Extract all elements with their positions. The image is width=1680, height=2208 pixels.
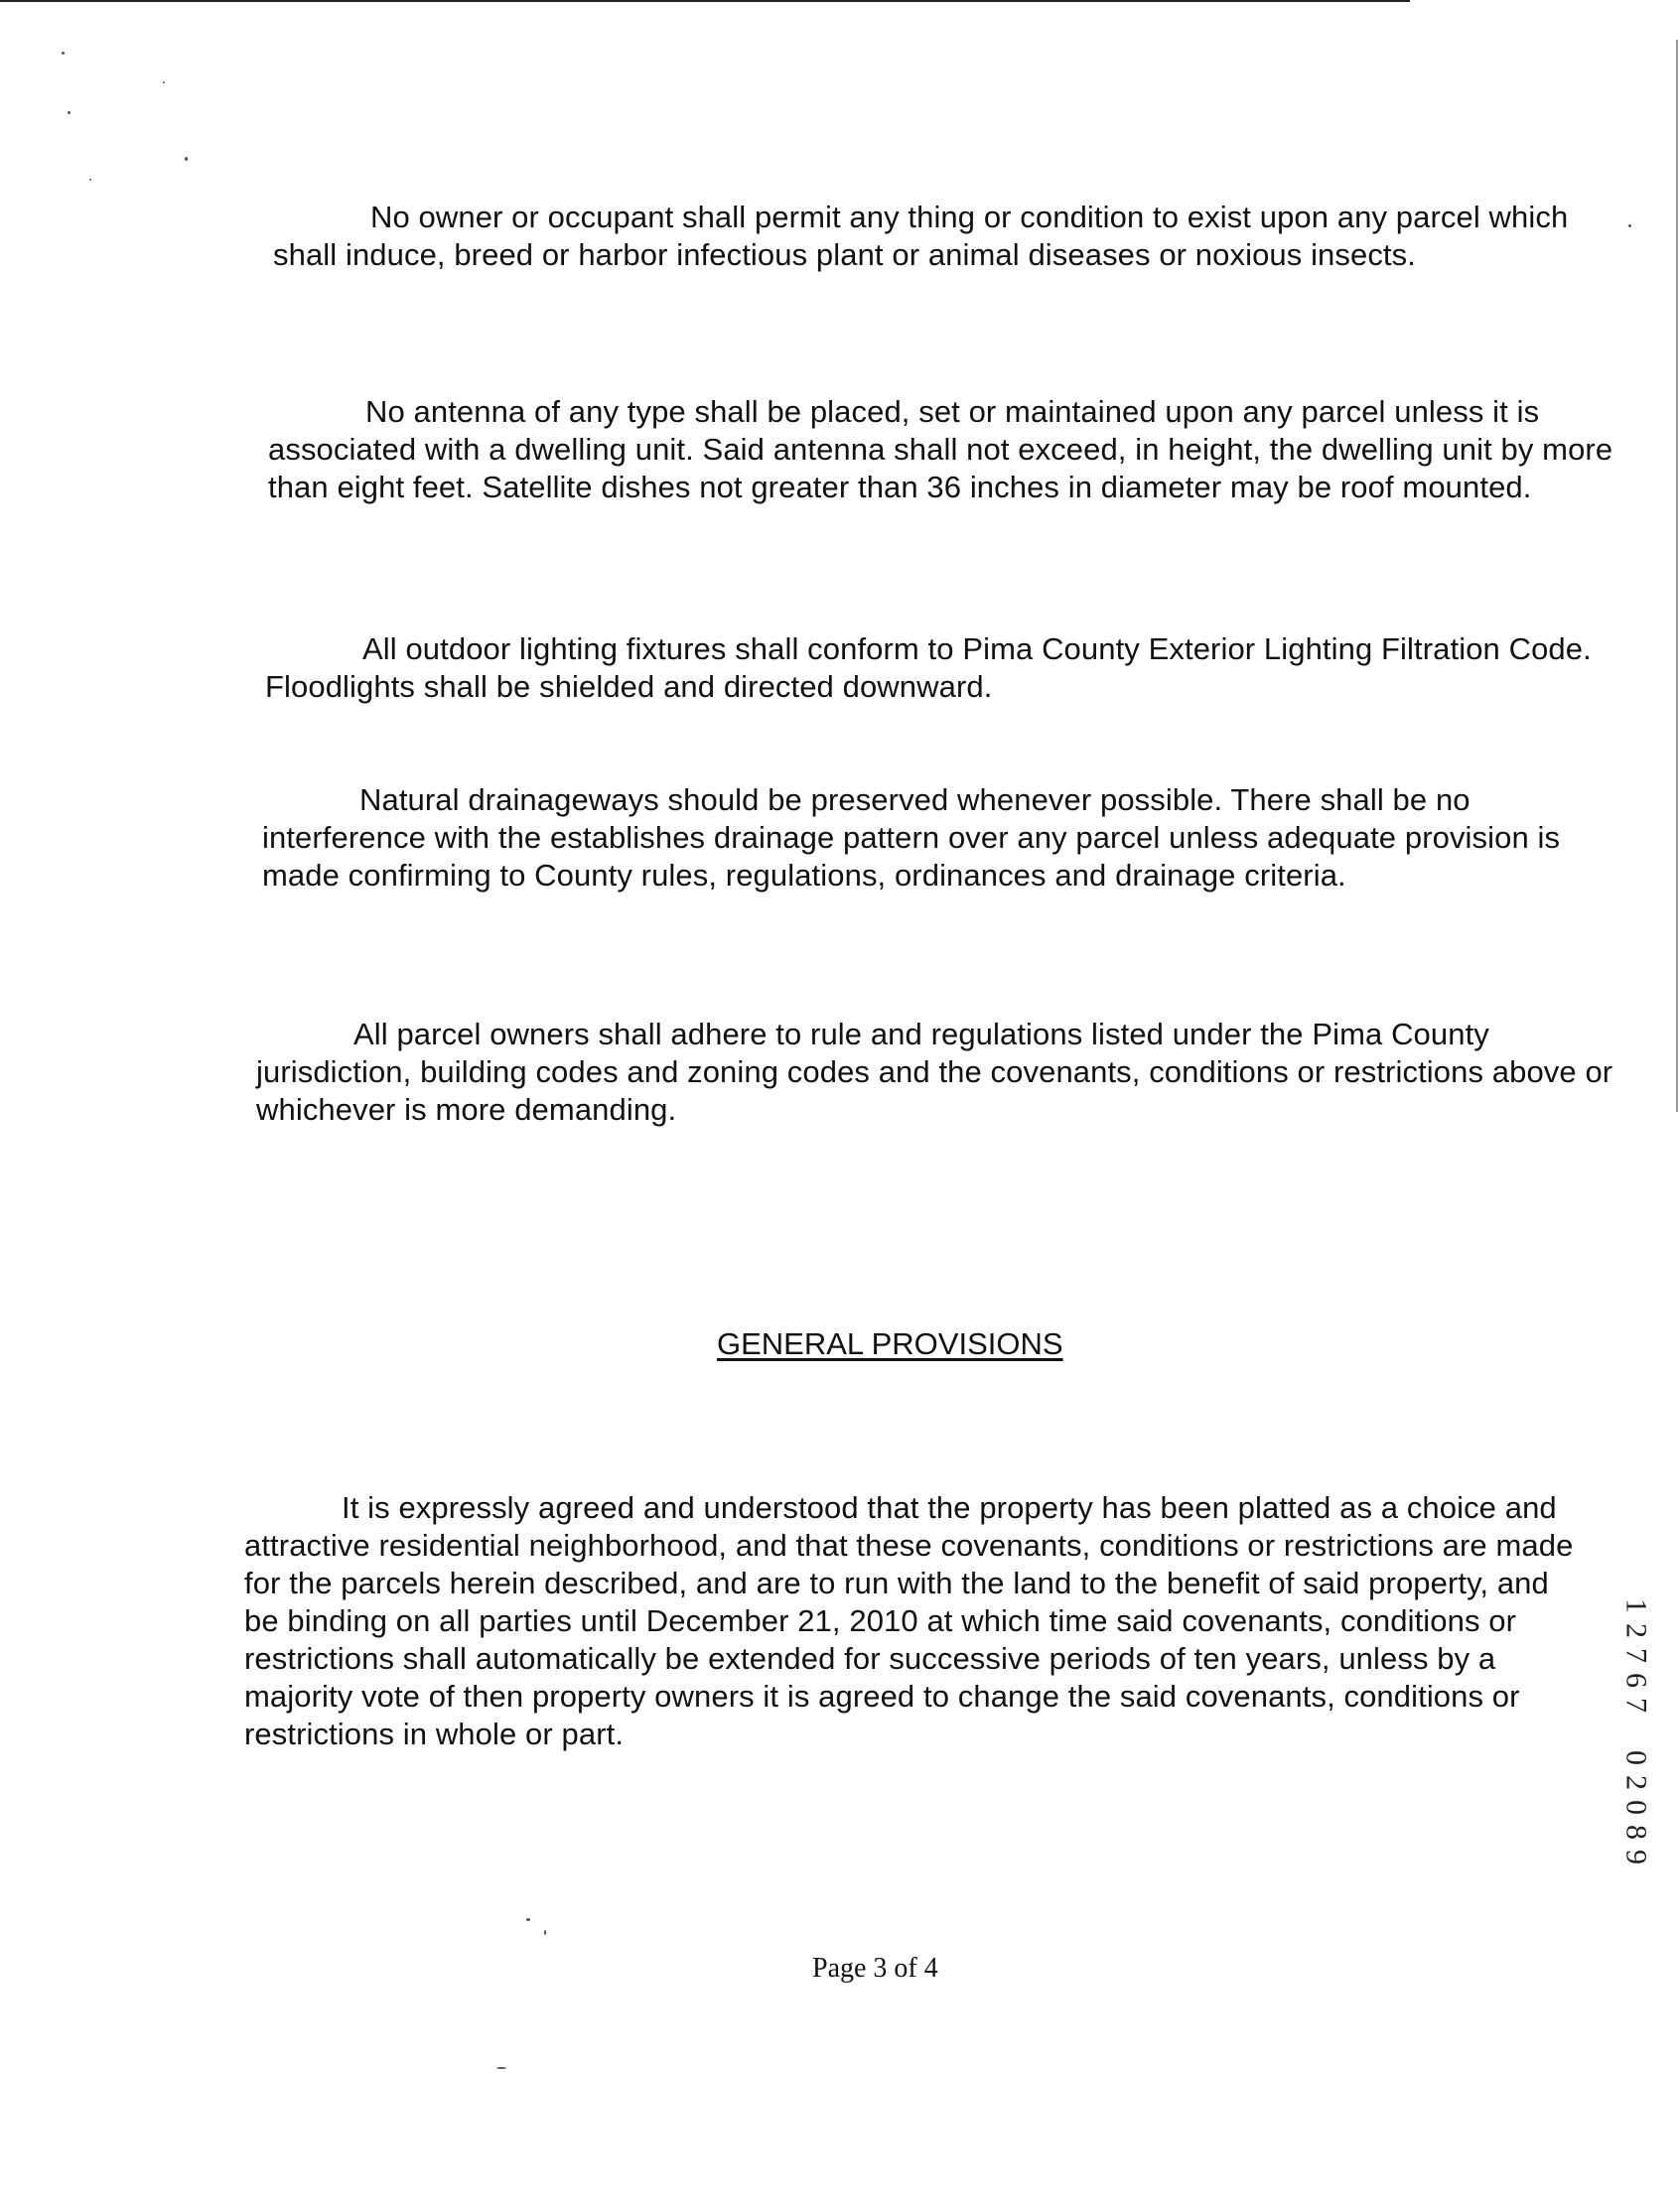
right-edge-scan-line — [1676, 40, 1678, 1112]
stamp-digit: 1 — [1619, 1598, 1653, 1613]
paragraph-regulations: All parcel owners shall adhere to rule and regulations listed under the Pima County jurisdiction, building codes and zoning codes and the covenants, conditions or restrictions above or whichever is more demanding. — [256, 1017, 1613, 1127]
paragraph-general-provisions: It is expressly agreed and understood that the property has been platted as a choice and attractive residential neighborhood, and that these covenants, conditions or restrictions are made for the parcels herein described, and are to run with the land to the benefit of said property, and be binding on all parties until December 21, 2010 at which time said covenants, conditions or restrictions shall automatically be extended for successive periods of ten years, unless by a majority vote of then property owners it is agreed to change the said covenants, conditions or restrictions in whole or part. — [244, 1490, 1574, 1751]
scan-speck — [185, 157, 188, 161]
scan-speck — [68, 111, 70, 114]
paragraph-outdoor-lighting: All outdoor lighting fixtures shall conform to Pima County Exterior Lighting Filtration Code. Floodlights shall be shielded and directed downward. — [265, 631, 1592, 704]
scan-speck — [62, 52, 65, 55]
scan-speck — [496, 2067, 506, 2069]
stamp-digit: 9 — [1619, 1850, 1653, 1864]
stamp-digit: 0 — [1619, 1800, 1653, 1815]
scan-speck — [89, 179, 91, 181]
stamp-digit: 0 — [1619, 1750, 1653, 1765]
paragraph-pest-conditions: No owner or occupant shall permit any thing or condition to exist upon any parcel which shall induce, breed or harbor infectious plant or animal diseases or noxious insects. — [273, 200, 1569, 272]
docket-page-number — [1616, 1745, 1656, 1869]
docket-number — [1616, 1593, 1656, 1718]
stamp-digit: 7 — [1619, 1698, 1653, 1713]
section-heading-general-provisions: GENERAL PROVISIONS — [717, 1326, 1063, 1361]
scan-speck — [1628, 224, 1631, 227]
paragraph-antenna: No antenna of any type shall be placed, set or maintained upon any parcel unless it is associated with a dwelling unit. Said antenna shall not exceed, in height, the dwelling unit by more than eight feet. Satellite dishes not greater than 36 inches in diameter may be roof mounted. — [268, 394, 1613, 504]
stamp-digit: 8 — [1619, 1825, 1653, 1840]
stamp-digit: 6 — [1619, 1673, 1653, 1688]
top-border-line — [0, 0, 1410, 2]
paragraph-drainage: Natural drainageways should be preserved whenever possible. There shall be no interference with the establishes drainage pattern over any parcel unless adequate provision is made confirming to County rules, regulations, ordinances and drainage criteria. — [262, 782, 1561, 893]
stamp-digit: 7 — [1619, 1648, 1653, 1663]
docket-margin-stamp — [1616, 1593, 1656, 1869]
scan-speck — [163, 81, 165, 83]
scan-speck — [544, 1930, 546, 1935]
stamp-digit: 2 — [1619, 1775, 1653, 1790]
stamp-digit: 2 — [1619, 1623, 1653, 1638]
page-number-footer: Page 3 of 4 — [812, 1953, 938, 1984]
scan-speck — [526, 1918, 530, 1921]
